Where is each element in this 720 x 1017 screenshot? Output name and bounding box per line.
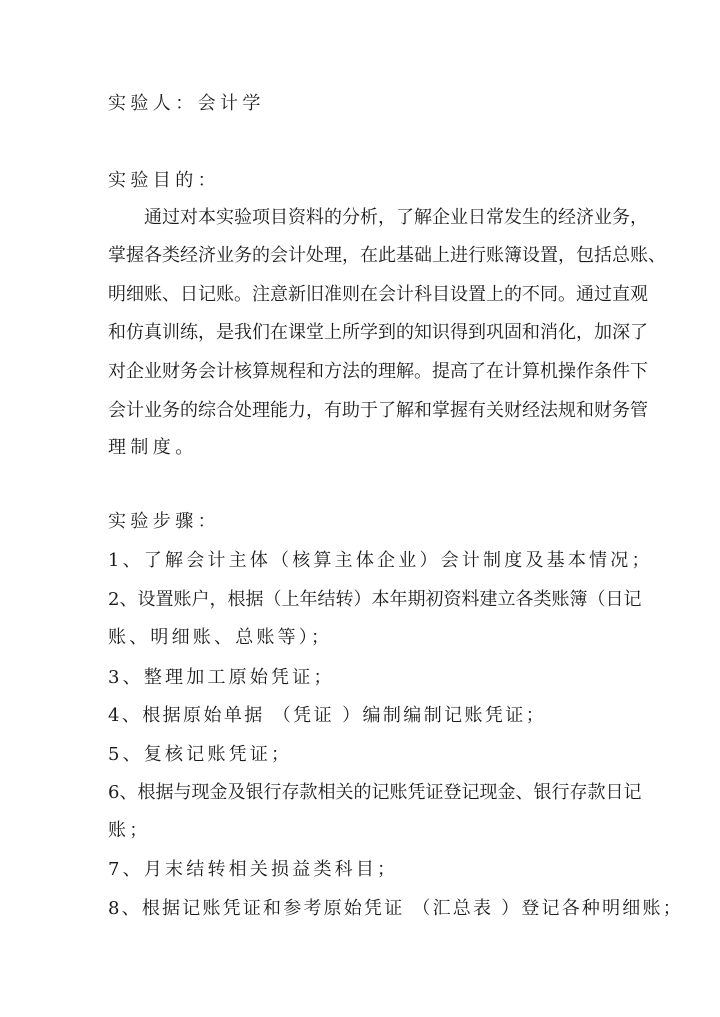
paragraph-line: 对企业财务会计核算规程和方法的理解。提高了在计算机操作条件下 bbox=[108, 361, 648, 382]
step-item: 8、根据记账凭证和参考原始凭证 （汇总表 ）登记各种明细账； bbox=[108, 898, 683, 919]
step-item: 2、设置账户，根据（上年结转）本年期初资料建立各类账簿（日记 bbox=[108, 589, 642, 610]
step-item: 1、了解会计主体（核算主体企业）会计制度及基本情况； bbox=[108, 550, 653, 571]
paragraph-line: 掌握各类经济业务的会计处理，在此基础上进行账簿设置，包括总账、 bbox=[108, 245, 666, 266]
purpose-heading: 实验目的： bbox=[108, 170, 220, 191]
paragraph-line: 通过对本实验项目资料的分析，了解企业日常发生的经济业务， bbox=[144, 207, 648, 228]
paragraph-line: 理制度。 bbox=[108, 437, 198, 458]
paragraph-line: 会计业务的综合处理能力，有助于了解和掌握有关财经法规和财务管 bbox=[108, 400, 648, 421]
paragraph-line: 和仿真训练，是我们在课堂上所学到的知识得到巩固和消化，加深了 bbox=[108, 322, 648, 343]
experimenter-line: 实验人：会计学 bbox=[108, 93, 265, 114]
step-item: 6、根据与现金及银行存款相关的记账凭证登记现金、银行存款日记 bbox=[108, 782, 642, 803]
step-item: 5、复核记账凭证； bbox=[108, 744, 293, 765]
paragraph-line: 明细账、日记账。注意新旧准则在会计科目设置上的不同。通过直观 bbox=[108, 284, 648, 305]
steps-heading: 实验步骤： bbox=[108, 511, 220, 532]
step-item: 4、根据原始单据 （凭证 ）编制编制记账凭证； bbox=[108, 705, 547, 726]
step-item: 7、月末结转相关损益类科目； bbox=[108, 859, 399, 880]
step-item: 3、整理加工原始凭证； bbox=[108, 667, 335, 688]
step-item: 账； bbox=[108, 820, 151, 841]
step-item: 账、明细账、总账等）； bbox=[108, 627, 333, 648]
